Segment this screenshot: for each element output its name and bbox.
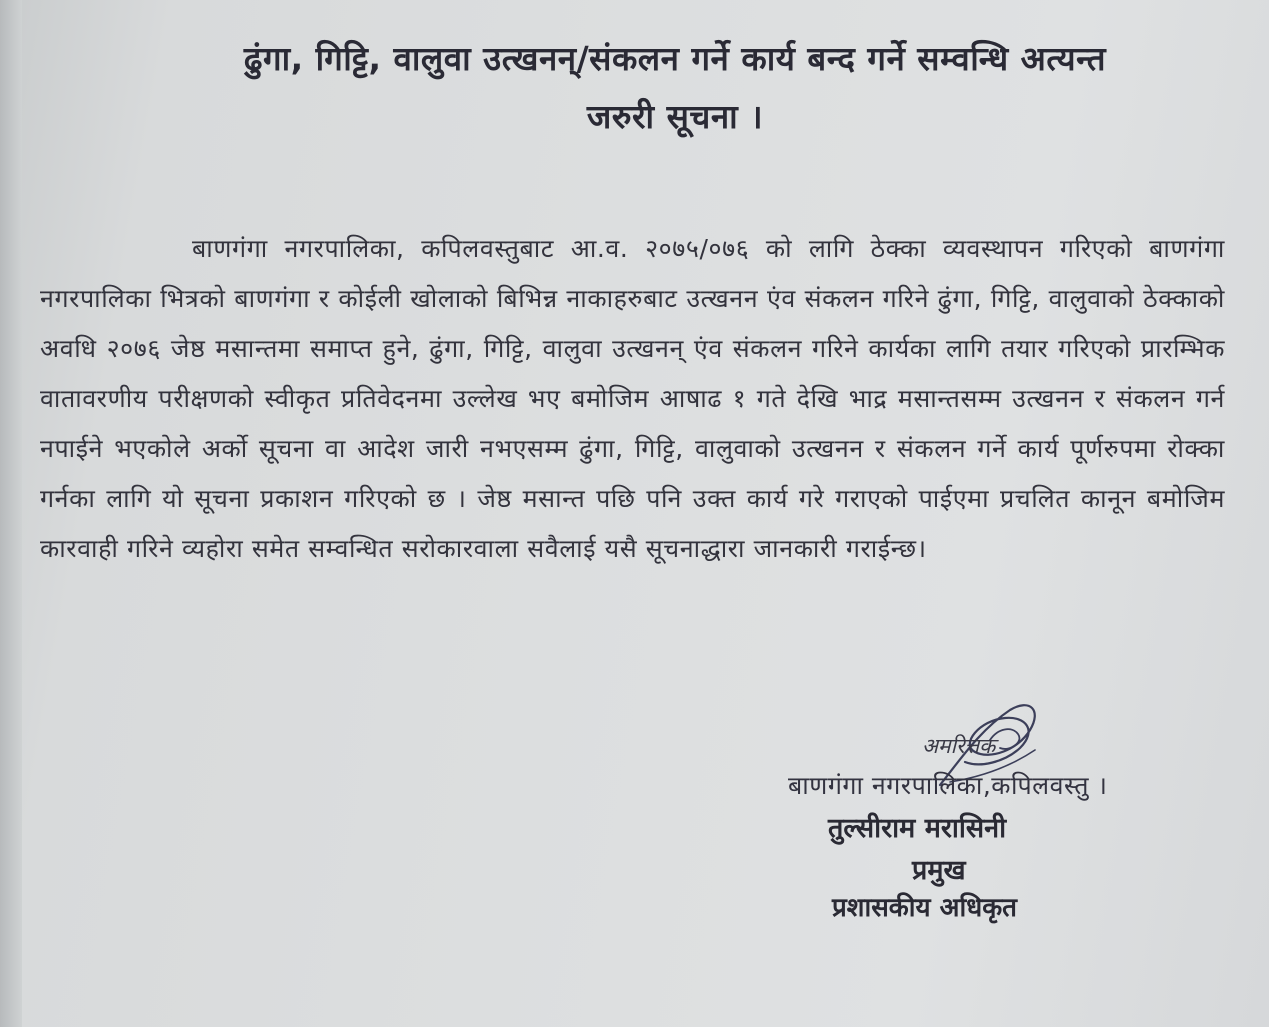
signatory-name: तुल्सीराम मरासिनी — [828, 813, 1007, 844]
signature-block — [700, 690, 1220, 950]
signatory-designation: प्रशासकीय अधिकृत — [832, 893, 1017, 923]
notice-title-line-1: ढुंगा, गिट्टि, वालुवा उत्खनन्/संकलन गर्ने कार्य बन्द गर्ने सम्वन्धि अत्यन्त — [243, 39, 1107, 78]
paper-edge-shadow — [0, 0, 22, 1027]
notice-body: बाणगंगा नगरपालिका, कपिलवस्तुबाट आ.व. २०७५/०७६ को लागि ठेक्का व्यवस्थापन गरिएको बाणगंगा नगरपालिका भित्रको बाणगंगा र कोईली खोलाको बिभिन्न नाकाहरुबाट उत्खनन एंव संकलन गरिने ढुंगा, गिट्टि, वालुवाको ठेक्काको अवधि २०७६ जेष्ठ मसान्तमा समाप्त हुने, ढुंगा, गिट्टि, वालुवा उत्खनन् एंव संकलन गरिने कार्यका लागि तयार गरिएको प्रारम्भिक वातावरणीय परीक्षणको स्वीकृत प्रतिवेदनमा उल्लेख भए बमोजिम आषाढ १ गते देखि भाद्र मसान्तसम्म उत्खनन र संकलन गर्न नपाईने भएकोले अर्को सूचना वा आदेश जारी नभएसम्म ढुंगा, गिट्टि, वालुवाको उत्खनन र संकलन गर्ने कार्य पूर्णरुपमा रोक्का गर्नका लागि यो सूचना प्रकाशन गरिएको छ । जेष्ठ मसान्त पछि पनि उक्त कार्य गरे गराएको पाईएमा प्रचलित कानून बमोजिम कारवाही गरिने व्यहोरा समेत सम्वन्धित सरोकारवाला सवैलाई यसै सूचनाद्धारा जानकारी गराईन्छ। — [40, 234, 1225, 563]
signature-office: बाणगंगा नगरपालिका,कपिलवस्तु । — [788, 771, 1108, 800]
signatory-role: प्रमुख — [912, 855, 966, 886]
notice-title — [120, 30, 1230, 146]
notice-title-line-2: जरुरी सूचना । — [586, 97, 764, 136]
signature-attestation: अमरित्तक — [922, 734, 996, 758]
